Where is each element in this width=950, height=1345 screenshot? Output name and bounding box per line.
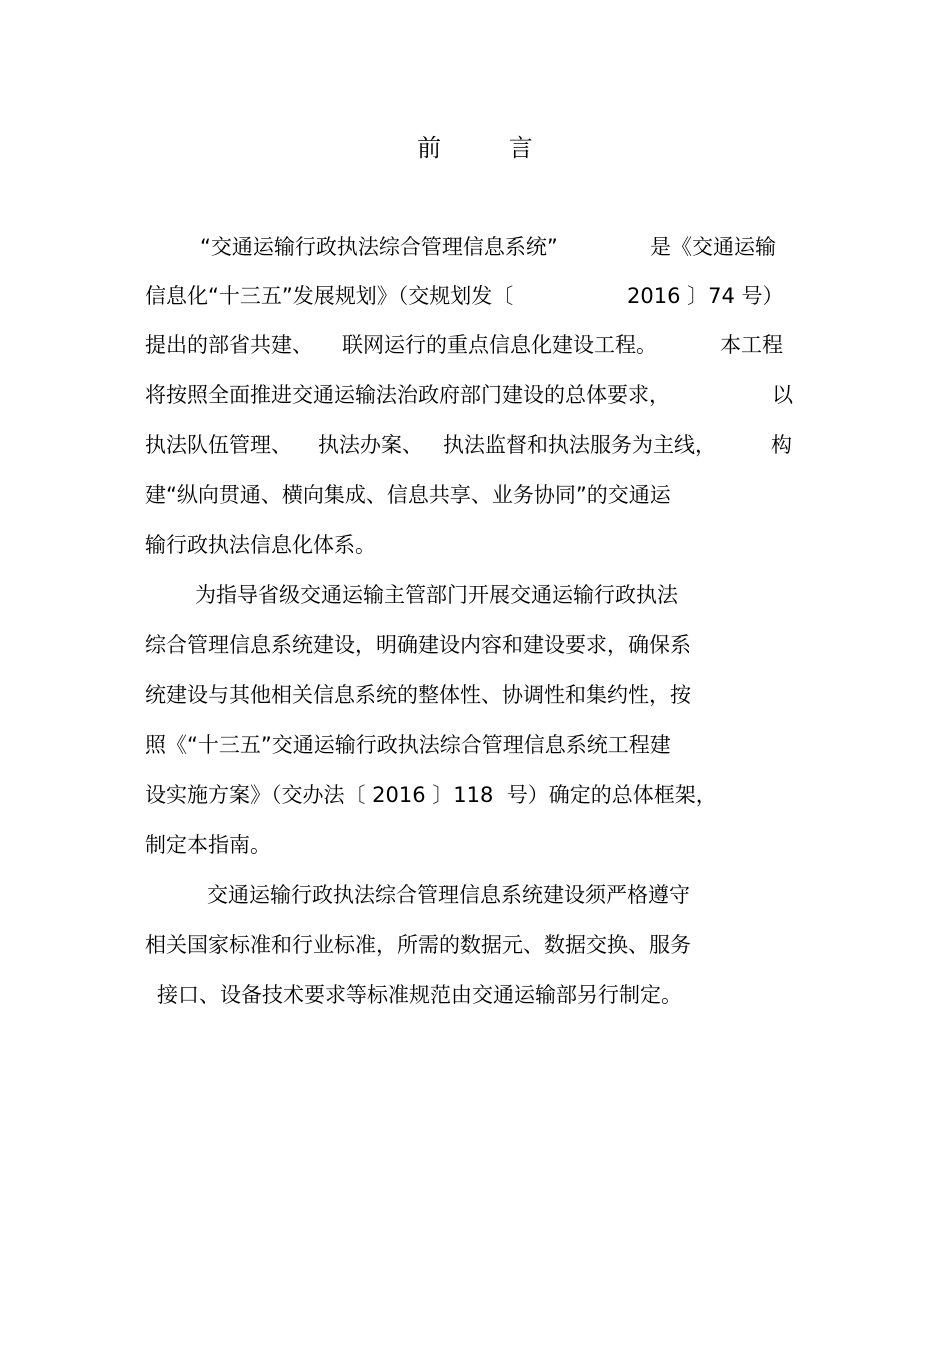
text-segment: 制定本指南。 bbox=[145, 833, 271, 857]
text-segment: “交通运输行政执法综合管理信息系统” bbox=[200, 235, 558, 259]
text-segment: 执法办案、 bbox=[318, 433, 423, 457]
text-segment: 将按照全面推进交通运输法治政府部门建设的总体要求， bbox=[145, 383, 670, 407]
text-segment: 建“纵向贯通、横向集成、信息共享、业务协同”的交通运 bbox=[145, 483, 671, 507]
text-segment: 联网运行的重点信息化建设工程。 bbox=[342, 333, 657, 357]
text-segment: 以 bbox=[772, 383, 793, 407]
text-segment: 提出的部省共建、 bbox=[145, 333, 313, 357]
text-segment: 信息化“十三五”发展规划》（交规划发〔 bbox=[145, 284, 514, 308]
text-segment: 执法队伍管理、 bbox=[145, 433, 292, 457]
text-segment: 照《“十三五”交通运输行政执法综合管理信息系统工程建 bbox=[145, 733, 671, 757]
text-segment: 执法监督和执法服务为主线， bbox=[443, 433, 716, 457]
text-segment: 2016 〕74 号） bbox=[627, 284, 784, 308]
text-segment: 本工程 bbox=[720, 333, 783, 357]
text-segment: 综合管理信息系统建设，明确建设内容和建设要求，确保系 bbox=[145, 633, 691, 657]
text-segment: 统建设与其他相关信息系统的整体性、协调性和集约性，按 bbox=[145, 683, 691, 707]
text-segment: 相关国家标准和行业标准，所需的数据元、数据交换、服务 bbox=[145, 933, 691, 957]
text-segment: 设实施方案》（交办法〔 2016 〕118 号）确定的总体框架， bbox=[145, 783, 717, 807]
text-segment: 输行政执法信息化体系。 bbox=[145, 533, 376, 557]
text-segment: 交通运输行政执法综合管理信息系统建设须严格遵守 bbox=[207, 883, 690, 907]
page-title: 前 言 bbox=[417, 134, 563, 162]
text-segment: 构 bbox=[771, 433, 792, 457]
text-segment: 为指导省级交通运输主管部门开展交通运输行政执法 bbox=[195, 583, 678, 607]
text-segment: 接口、设备技术要求等标准规范由交通运输部另行制定。 bbox=[157, 983, 682, 1007]
text-segment: 是《交通运输 bbox=[650, 235, 776, 259]
